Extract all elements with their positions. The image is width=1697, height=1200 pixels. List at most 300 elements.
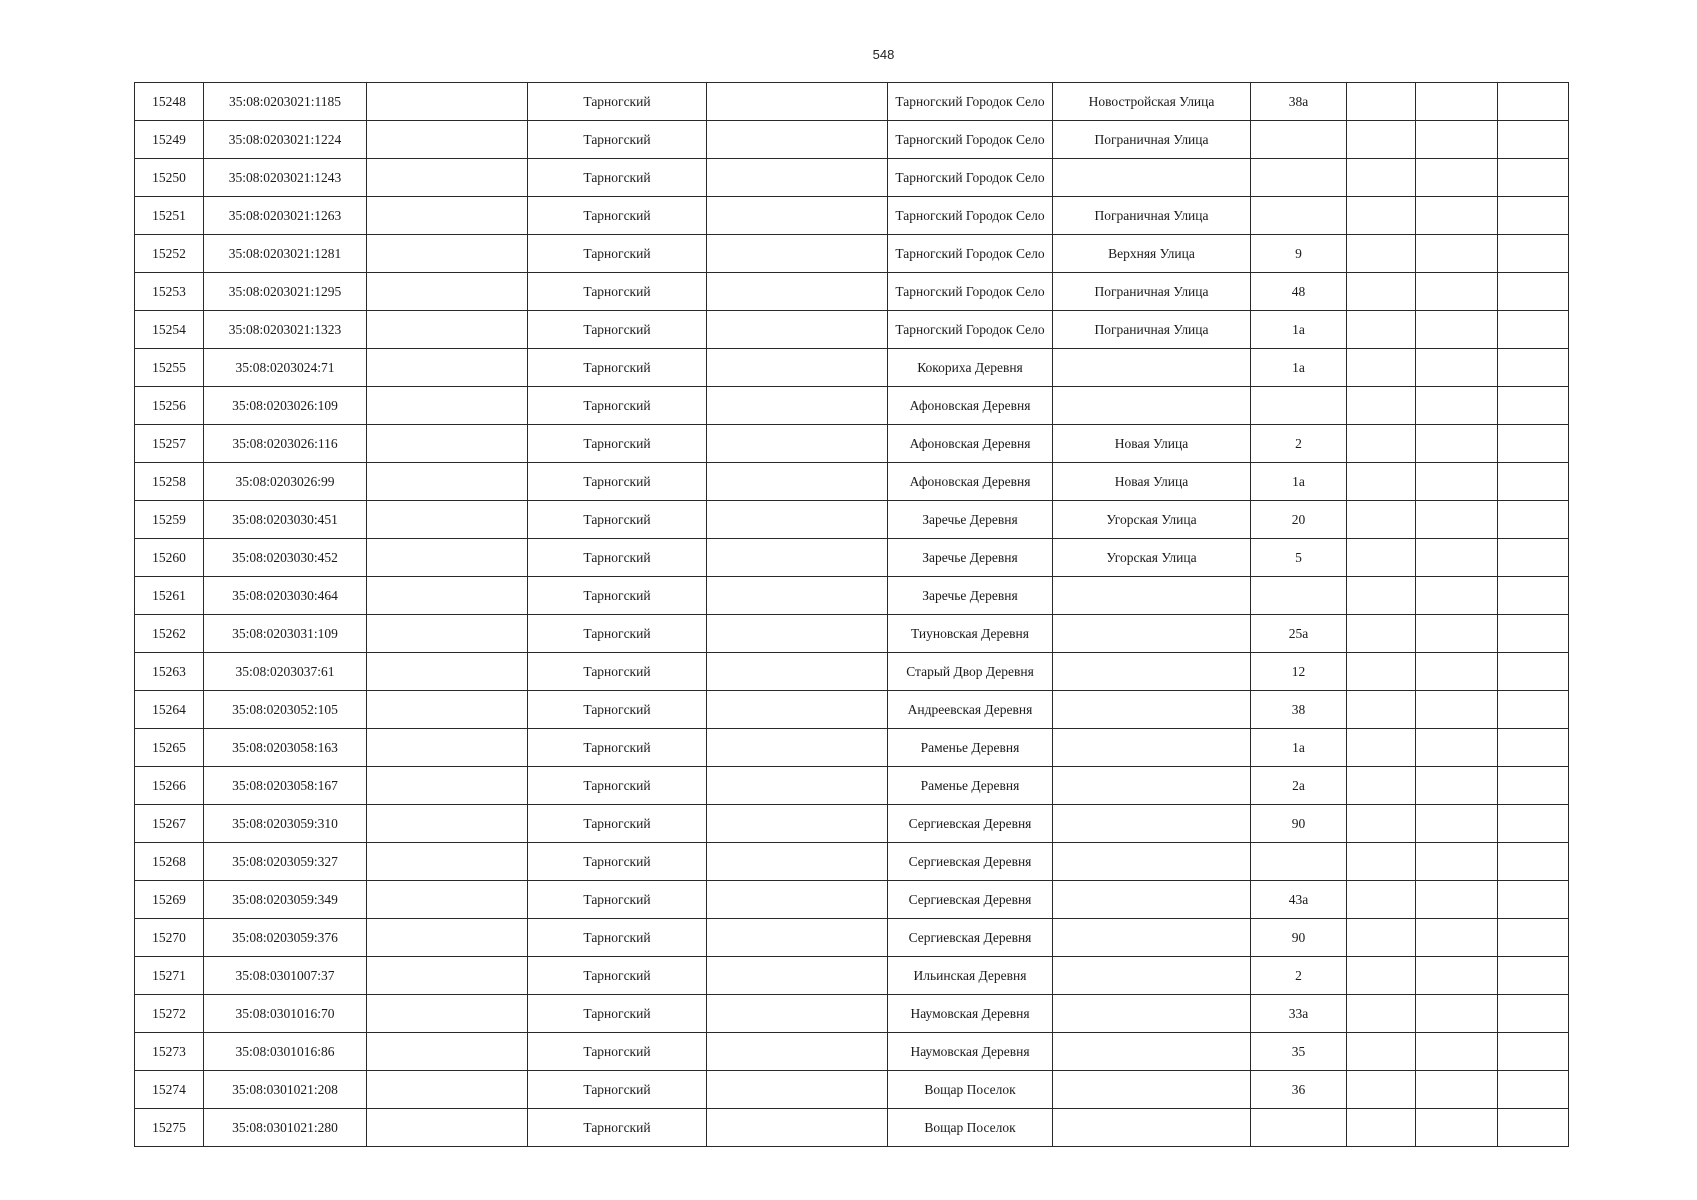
empty-cell xyxy=(367,653,528,691)
cadastral-number-cell: 35:08:0203059:310 xyxy=(204,805,367,843)
empty-cell xyxy=(367,539,528,577)
empty-cell xyxy=(707,767,888,805)
district-cell: Тарногский xyxy=(528,729,707,767)
table-row xyxy=(135,425,1569,463)
district-cell: Тарногский xyxy=(528,349,707,387)
house-number-cell: 2а xyxy=(1251,767,1347,805)
row-number-cell: 15249 xyxy=(135,121,204,159)
empty-cell xyxy=(1416,273,1498,311)
empty-cell xyxy=(707,1033,888,1071)
locality-cell: Кокориха Деревня xyxy=(888,349,1053,387)
table-row xyxy=(135,691,1569,729)
cadastral-number-cell: 35:08:0203021:1185 xyxy=(204,83,367,121)
cadastral-number-cell: 35:08:0203030:451 xyxy=(204,501,367,539)
empty-cell xyxy=(367,995,528,1033)
locality-cell: Вощар Поселок xyxy=(888,1071,1053,1109)
empty-cell xyxy=(367,273,528,311)
empty-cell xyxy=(707,805,888,843)
district-cell: Тарногский xyxy=(528,387,707,425)
empty-cell xyxy=(707,843,888,881)
empty-cell xyxy=(707,235,888,273)
district-cell: Тарногский xyxy=(528,197,707,235)
locality-cell: Заречье Деревня xyxy=(888,539,1053,577)
empty-cell xyxy=(367,235,528,273)
house-number-cell xyxy=(1251,159,1347,197)
locality-cell: Тарногский Городок Село xyxy=(888,235,1053,273)
street-cell xyxy=(1053,691,1251,729)
empty-cell xyxy=(1498,311,1569,349)
cadastral-number-cell: 35:08:0203058:167 xyxy=(204,767,367,805)
locality-cell: Раменье Деревня xyxy=(888,729,1053,767)
row-number-cell: 15268 xyxy=(135,843,204,881)
cadastral-number-cell: 35:08:0203059:376 xyxy=(204,919,367,957)
table-row xyxy=(135,805,1569,843)
empty-cell xyxy=(1347,463,1416,501)
locality-cell: Сергиевская Деревня xyxy=(888,843,1053,881)
table-row xyxy=(135,767,1569,805)
district-cell: Тарногский xyxy=(528,83,707,121)
empty-cell xyxy=(367,919,528,957)
district-cell: Тарногский xyxy=(528,311,707,349)
street-cell xyxy=(1053,159,1251,197)
street-cell xyxy=(1053,387,1251,425)
empty-cell xyxy=(367,159,528,197)
table-row xyxy=(135,1109,1569,1147)
empty-cell xyxy=(1416,1109,1498,1147)
street-cell xyxy=(1053,615,1251,653)
house-number-cell xyxy=(1251,121,1347,159)
empty-cell xyxy=(707,957,888,995)
table-row xyxy=(135,83,1569,121)
empty-cell xyxy=(1416,235,1498,273)
empty-cell xyxy=(1416,615,1498,653)
empty-cell xyxy=(1416,121,1498,159)
locality-cell: Старый Двор Деревня xyxy=(888,653,1053,691)
empty-cell xyxy=(1498,387,1569,425)
house-number-cell: 1а xyxy=(1251,349,1347,387)
table-row xyxy=(135,273,1569,311)
empty-cell xyxy=(367,349,528,387)
house-number-cell: 12 xyxy=(1251,653,1347,691)
house-number-cell: 2 xyxy=(1251,957,1347,995)
empty-cell xyxy=(1347,919,1416,957)
locality-cell: Тарногский Городок Село xyxy=(888,311,1053,349)
empty-cell xyxy=(1498,121,1569,159)
empty-cell xyxy=(707,121,888,159)
cadastral-number-cell: 35:08:0203021:1224 xyxy=(204,121,367,159)
empty-cell xyxy=(1416,881,1498,919)
row-number-cell: 15262 xyxy=(135,615,204,653)
registry-table xyxy=(134,82,1569,1147)
cadastral-number-cell: 35:08:0203059:327 xyxy=(204,843,367,881)
street-cell: Пограничная Улица xyxy=(1053,311,1251,349)
empty-cell xyxy=(1347,653,1416,691)
empty-cell xyxy=(1498,273,1569,311)
street-cell: Пограничная Улица xyxy=(1053,273,1251,311)
empty-cell xyxy=(1347,615,1416,653)
empty-cell xyxy=(367,881,528,919)
empty-cell xyxy=(1498,881,1569,919)
empty-cell xyxy=(367,311,528,349)
row-number-cell: 15263 xyxy=(135,653,204,691)
cadastral-number-cell: 35:08:0301021:208 xyxy=(204,1071,367,1109)
empty-cell xyxy=(367,197,528,235)
house-number-cell xyxy=(1251,387,1347,425)
empty-cell xyxy=(367,387,528,425)
empty-cell xyxy=(1347,349,1416,387)
locality-cell: Афоновская Деревня xyxy=(888,463,1053,501)
empty-cell xyxy=(1416,729,1498,767)
house-number-cell: 20 xyxy=(1251,501,1347,539)
row-number-cell: 15264 xyxy=(135,691,204,729)
empty-cell xyxy=(1347,1109,1416,1147)
house-number-cell: 25а xyxy=(1251,615,1347,653)
empty-cell xyxy=(1498,1071,1569,1109)
street-cell xyxy=(1053,1071,1251,1109)
cadastral-number-cell: 35:08:0203026:109 xyxy=(204,387,367,425)
empty-cell xyxy=(1347,501,1416,539)
cadastral-number-cell: 35:08:0301016:86 xyxy=(204,1033,367,1071)
street-cell: Верхняя Улица xyxy=(1053,235,1251,273)
district-cell: Тарногский xyxy=(528,957,707,995)
empty-cell xyxy=(1416,843,1498,881)
cadastral-number-cell: 35:08:0203030:452 xyxy=(204,539,367,577)
empty-cell xyxy=(1498,197,1569,235)
row-number-cell: 15250 xyxy=(135,159,204,197)
empty-cell xyxy=(1498,235,1569,273)
locality-cell: Тарногский Городок Село xyxy=(888,83,1053,121)
empty-cell xyxy=(1416,653,1498,691)
row-number-cell: 15248 xyxy=(135,83,204,121)
empty-cell xyxy=(1498,1109,1569,1147)
district-cell: Тарногский xyxy=(528,539,707,577)
empty-cell xyxy=(367,615,528,653)
empty-cell xyxy=(1347,121,1416,159)
street-cell xyxy=(1053,1109,1251,1147)
district-cell: Тарногский xyxy=(528,919,707,957)
row-number-cell: 15261 xyxy=(135,577,204,615)
cadastral-number-cell: 35:08:0301021:280 xyxy=(204,1109,367,1147)
district-cell: Тарногский xyxy=(528,767,707,805)
row-number-cell: 15274 xyxy=(135,1071,204,1109)
empty-cell xyxy=(707,1109,888,1147)
house-number-cell xyxy=(1251,1109,1347,1147)
street-cell xyxy=(1053,729,1251,767)
street-cell xyxy=(1053,881,1251,919)
empty-cell xyxy=(1498,919,1569,957)
empty-cell xyxy=(707,1071,888,1109)
table-row xyxy=(135,159,1569,197)
street-cell: Новостройская Улица xyxy=(1053,83,1251,121)
cadastral-number-cell: 35:08:0203031:109 xyxy=(204,615,367,653)
district-cell: Тарногский xyxy=(528,653,707,691)
locality-cell: Андреевская Деревня xyxy=(888,691,1053,729)
table-row xyxy=(135,311,1569,349)
empty-cell xyxy=(1347,159,1416,197)
empty-cell xyxy=(1498,1033,1569,1071)
empty-cell xyxy=(1416,539,1498,577)
district-cell: Тарногский xyxy=(528,843,707,881)
empty-cell xyxy=(367,463,528,501)
empty-cell xyxy=(367,691,528,729)
table-row xyxy=(135,653,1569,691)
house-number-cell: 1а xyxy=(1251,311,1347,349)
empty-cell xyxy=(1498,691,1569,729)
empty-cell xyxy=(1416,957,1498,995)
locality-cell: Тиуновская Деревня xyxy=(888,615,1053,653)
district-cell: Тарногский xyxy=(528,159,707,197)
locality-cell: Сергиевская Деревня xyxy=(888,805,1053,843)
empty-cell xyxy=(707,83,888,121)
row-number-cell: 15251 xyxy=(135,197,204,235)
house-number-cell: 38 xyxy=(1251,691,1347,729)
street-cell: Угорская Улица xyxy=(1053,539,1251,577)
empty-cell xyxy=(1498,729,1569,767)
table-row xyxy=(135,1033,1569,1071)
house-number-cell xyxy=(1251,577,1347,615)
empty-cell xyxy=(707,349,888,387)
district-cell: Тарногский xyxy=(528,463,707,501)
locality-cell: Сергиевская Деревня xyxy=(888,919,1053,957)
page-number: 548 xyxy=(872,47,895,62)
empty-cell xyxy=(1416,311,1498,349)
house-number-cell: 48 xyxy=(1251,273,1347,311)
table-row xyxy=(135,957,1569,995)
row-number-cell: 15253 xyxy=(135,273,204,311)
row-number-cell: 15258 xyxy=(135,463,204,501)
empty-cell xyxy=(367,1109,528,1147)
empty-cell xyxy=(707,919,888,957)
locality-cell: Сергиевская Деревня xyxy=(888,881,1053,919)
empty-cell xyxy=(707,463,888,501)
house-number-cell: 1а xyxy=(1251,729,1347,767)
empty-cell xyxy=(367,729,528,767)
row-number-cell: 15265 xyxy=(135,729,204,767)
table-row xyxy=(135,919,1569,957)
locality-cell: Тарногский Городок Село xyxy=(888,197,1053,235)
street-cell: Новая Улица xyxy=(1053,425,1251,463)
table-row xyxy=(135,539,1569,577)
empty-cell xyxy=(1416,349,1498,387)
empty-cell xyxy=(707,387,888,425)
table-row xyxy=(135,843,1569,881)
street-cell xyxy=(1053,349,1251,387)
table-row xyxy=(135,197,1569,235)
cadastral-number-cell: 35:08:0203021:1243 xyxy=(204,159,367,197)
street-cell xyxy=(1053,957,1251,995)
district-cell: Тарногский xyxy=(528,1033,707,1071)
empty-cell xyxy=(367,83,528,121)
empty-cell xyxy=(367,577,528,615)
table-row xyxy=(135,349,1569,387)
table-row xyxy=(135,501,1569,539)
empty-cell xyxy=(1498,577,1569,615)
table-row xyxy=(135,577,1569,615)
row-number-cell: 15269 xyxy=(135,881,204,919)
empty-cell xyxy=(707,691,888,729)
empty-cell xyxy=(1347,767,1416,805)
district-cell: Тарногский xyxy=(528,691,707,729)
cadastral-number-cell: 35:08:0203059:349 xyxy=(204,881,367,919)
table-row xyxy=(135,121,1569,159)
empty-cell xyxy=(1416,501,1498,539)
empty-cell xyxy=(1347,881,1416,919)
house-number-cell: 90 xyxy=(1251,805,1347,843)
cadastral-number-cell: 35:08:0203030:464 xyxy=(204,577,367,615)
empty-cell xyxy=(1347,387,1416,425)
row-number-cell: 15257 xyxy=(135,425,204,463)
empty-cell xyxy=(1498,349,1569,387)
empty-cell xyxy=(707,159,888,197)
street-cell xyxy=(1053,577,1251,615)
cadastral-number-cell: 35:08:0203026:99 xyxy=(204,463,367,501)
row-number-cell: 15255 xyxy=(135,349,204,387)
empty-cell xyxy=(367,425,528,463)
empty-cell xyxy=(707,577,888,615)
empty-cell xyxy=(1347,1033,1416,1071)
district-cell: Тарногский xyxy=(528,1109,707,1147)
street-cell: Новая Улица xyxy=(1053,463,1251,501)
empty-cell xyxy=(707,995,888,1033)
house-number-cell: 2 xyxy=(1251,425,1347,463)
empty-cell xyxy=(1498,501,1569,539)
locality-cell: Наумовская Деревня xyxy=(888,1033,1053,1071)
empty-cell xyxy=(1498,805,1569,843)
empty-cell xyxy=(1347,197,1416,235)
empty-cell xyxy=(707,197,888,235)
empty-cell xyxy=(1347,805,1416,843)
house-number-cell: 35 xyxy=(1251,1033,1347,1071)
house-number-cell: 43а xyxy=(1251,881,1347,919)
table-body xyxy=(135,83,1569,1147)
table-row xyxy=(135,615,1569,653)
empty-cell xyxy=(1416,387,1498,425)
empty-cell xyxy=(1416,691,1498,729)
cadastral-number-cell: 35:08:0203021:1263 xyxy=(204,197,367,235)
empty-cell xyxy=(707,615,888,653)
empty-cell xyxy=(1347,273,1416,311)
empty-cell xyxy=(1498,83,1569,121)
empty-cell xyxy=(367,843,528,881)
empty-cell xyxy=(1416,767,1498,805)
empty-cell xyxy=(1498,957,1569,995)
locality-cell: Заречье Деревня xyxy=(888,577,1053,615)
empty-cell xyxy=(367,121,528,159)
empty-cell xyxy=(367,805,528,843)
locality-cell: Раменье Деревня xyxy=(888,767,1053,805)
empty-cell xyxy=(1416,197,1498,235)
empty-cell xyxy=(367,767,528,805)
empty-cell xyxy=(1347,311,1416,349)
house-number-cell xyxy=(1251,843,1347,881)
locality-cell: Вощар Поселок xyxy=(888,1109,1053,1147)
empty-cell xyxy=(1416,995,1498,1033)
house-number-cell: 36 xyxy=(1251,1071,1347,1109)
street-cell xyxy=(1053,767,1251,805)
cadastral-number-cell: 35:08:0203037:61 xyxy=(204,653,367,691)
empty-cell xyxy=(707,729,888,767)
table-row xyxy=(135,387,1569,425)
house-number-cell: 9 xyxy=(1251,235,1347,273)
empty-cell xyxy=(1416,159,1498,197)
table-row xyxy=(135,729,1569,767)
district-cell: Тарногский xyxy=(528,501,707,539)
empty-cell xyxy=(1498,843,1569,881)
district-cell: Тарногский xyxy=(528,615,707,653)
empty-cell xyxy=(1498,539,1569,577)
street-cell xyxy=(1053,805,1251,843)
empty-cell xyxy=(1498,995,1569,1033)
empty-cell xyxy=(1498,767,1569,805)
row-number-cell: 15272 xyxy=(135,995,204,1033)
locality-cell: Наумовская Деревня xyxy=(888,995,1053,1033)
empty-cell xyxy=(1416,805,1498,843)
locality-cell: Тарногский Городок Село xyxy=(888,273,1053,311)
empty-cell xyxy=(367,1071,528,1109)
district-cell: Тарногский xyxy=(528,121,707,159)
empty-cell xyxy=(367,957,528,995)
district-cell: Тарногский xyxy=(528,235,707,273)
table-row xyxy=(135,463,1569,501)
locality-cell: Заречье Деревня xyxy=(888,501,1053,539)
empty-cell xyxy=(1347,691,1416,729)
table-row xyxy=(135,1071,1569,1109)
house-number-cell: 38а xyxy=(1251,83,1347,121)
table-row xyxy=(135,881,1569,919)
cadastral-number-cell: 35:08:0301007:37 xyxy=(204,957,367,995)
house-number-cell xyxy=(1251,197,1347,235)
cadastral-number-cell: 35:08:0203026:116 xyxy=(204,425,367,463)
empty-cell xyxy=(707,425,888,463)
row-number-cell: 15254 xyxy=(135,311,204,349)
street-cell xyxy=(1053,843,1251,881)
table-row xyxy=(135,235,1569,273)
cadastral-number-cell: 35:08:0203021:1295 xyxy=(204,273,367,311)
street-cell: Пограничная Улица xyxy=(1053,121,1251,159)
locality-cell: Тарногский Городок Село xyxy=(888,159,1053,197)
empty-cell xyxy=(1347,1071,1416,1109)
row-number-cell: 15273 xyxy=(135,1033,204,1071)
empty-cell xyxy=(367,501,528,539)
house-number-cell: 90 xyxy=(1251,919,1347,957)
empty-cell xyxy=(1416,83,1498,121)
empty-cell xyxy=(1498,425,1569,463)
row-number-cell: 15252 xyxy=(135,235,204,273)
empty-cell xyxy=(1498,463,1569,501)
street-cell: Пограничная Улица xyxy=(1053,197,1251,235)
street-cell: Угорская Улица xyxy=(1053,501,1251,539)
empty-cell xyxy=(1347,235,1416,273)
district-cell: Тарногский xyxy=(528,881,707,919)
cadastral-number-cell: 35:08:0203058:163 xyxy=(204,729,367,767)
cadastral-number-cell: 35:08:0203021:1281 xyxy=(204,235,367,273)
empty-cell xyxy=(1347,539,1416,577)
house-number-cell: 5 xyxy=(1251,539,1347,577)
empty-cell xyxy=(1347,425,1416,463)
empty-cell xyxy=(1498,615,1569,653)
empty-cell xyxy=(1416,463,1498,501)
empty-cell xyxy=(707,653,888,691)
empty-cell xyxy=(1416,919,1498,957)
row-number-cell: 15256 xyxy=(135,387,204,425)
district-cell: Тарногский xyxy=(528,995,707,1033)
row-number-cell: 15259 xyxy=(135,501,204,539)
locality-cell: Афоновская Деревня xyxy=(888,425,1053,463)
empty-cell xyxy=(1498,159,1569,197)
district-cell: Тарногский xyxy=(528,1071,707,1109)
empty-cell xyxy=(707,273,888,311)
cadastral-number-cell: 35:08:0203052:105 xyxy=(204,691,367,729)
